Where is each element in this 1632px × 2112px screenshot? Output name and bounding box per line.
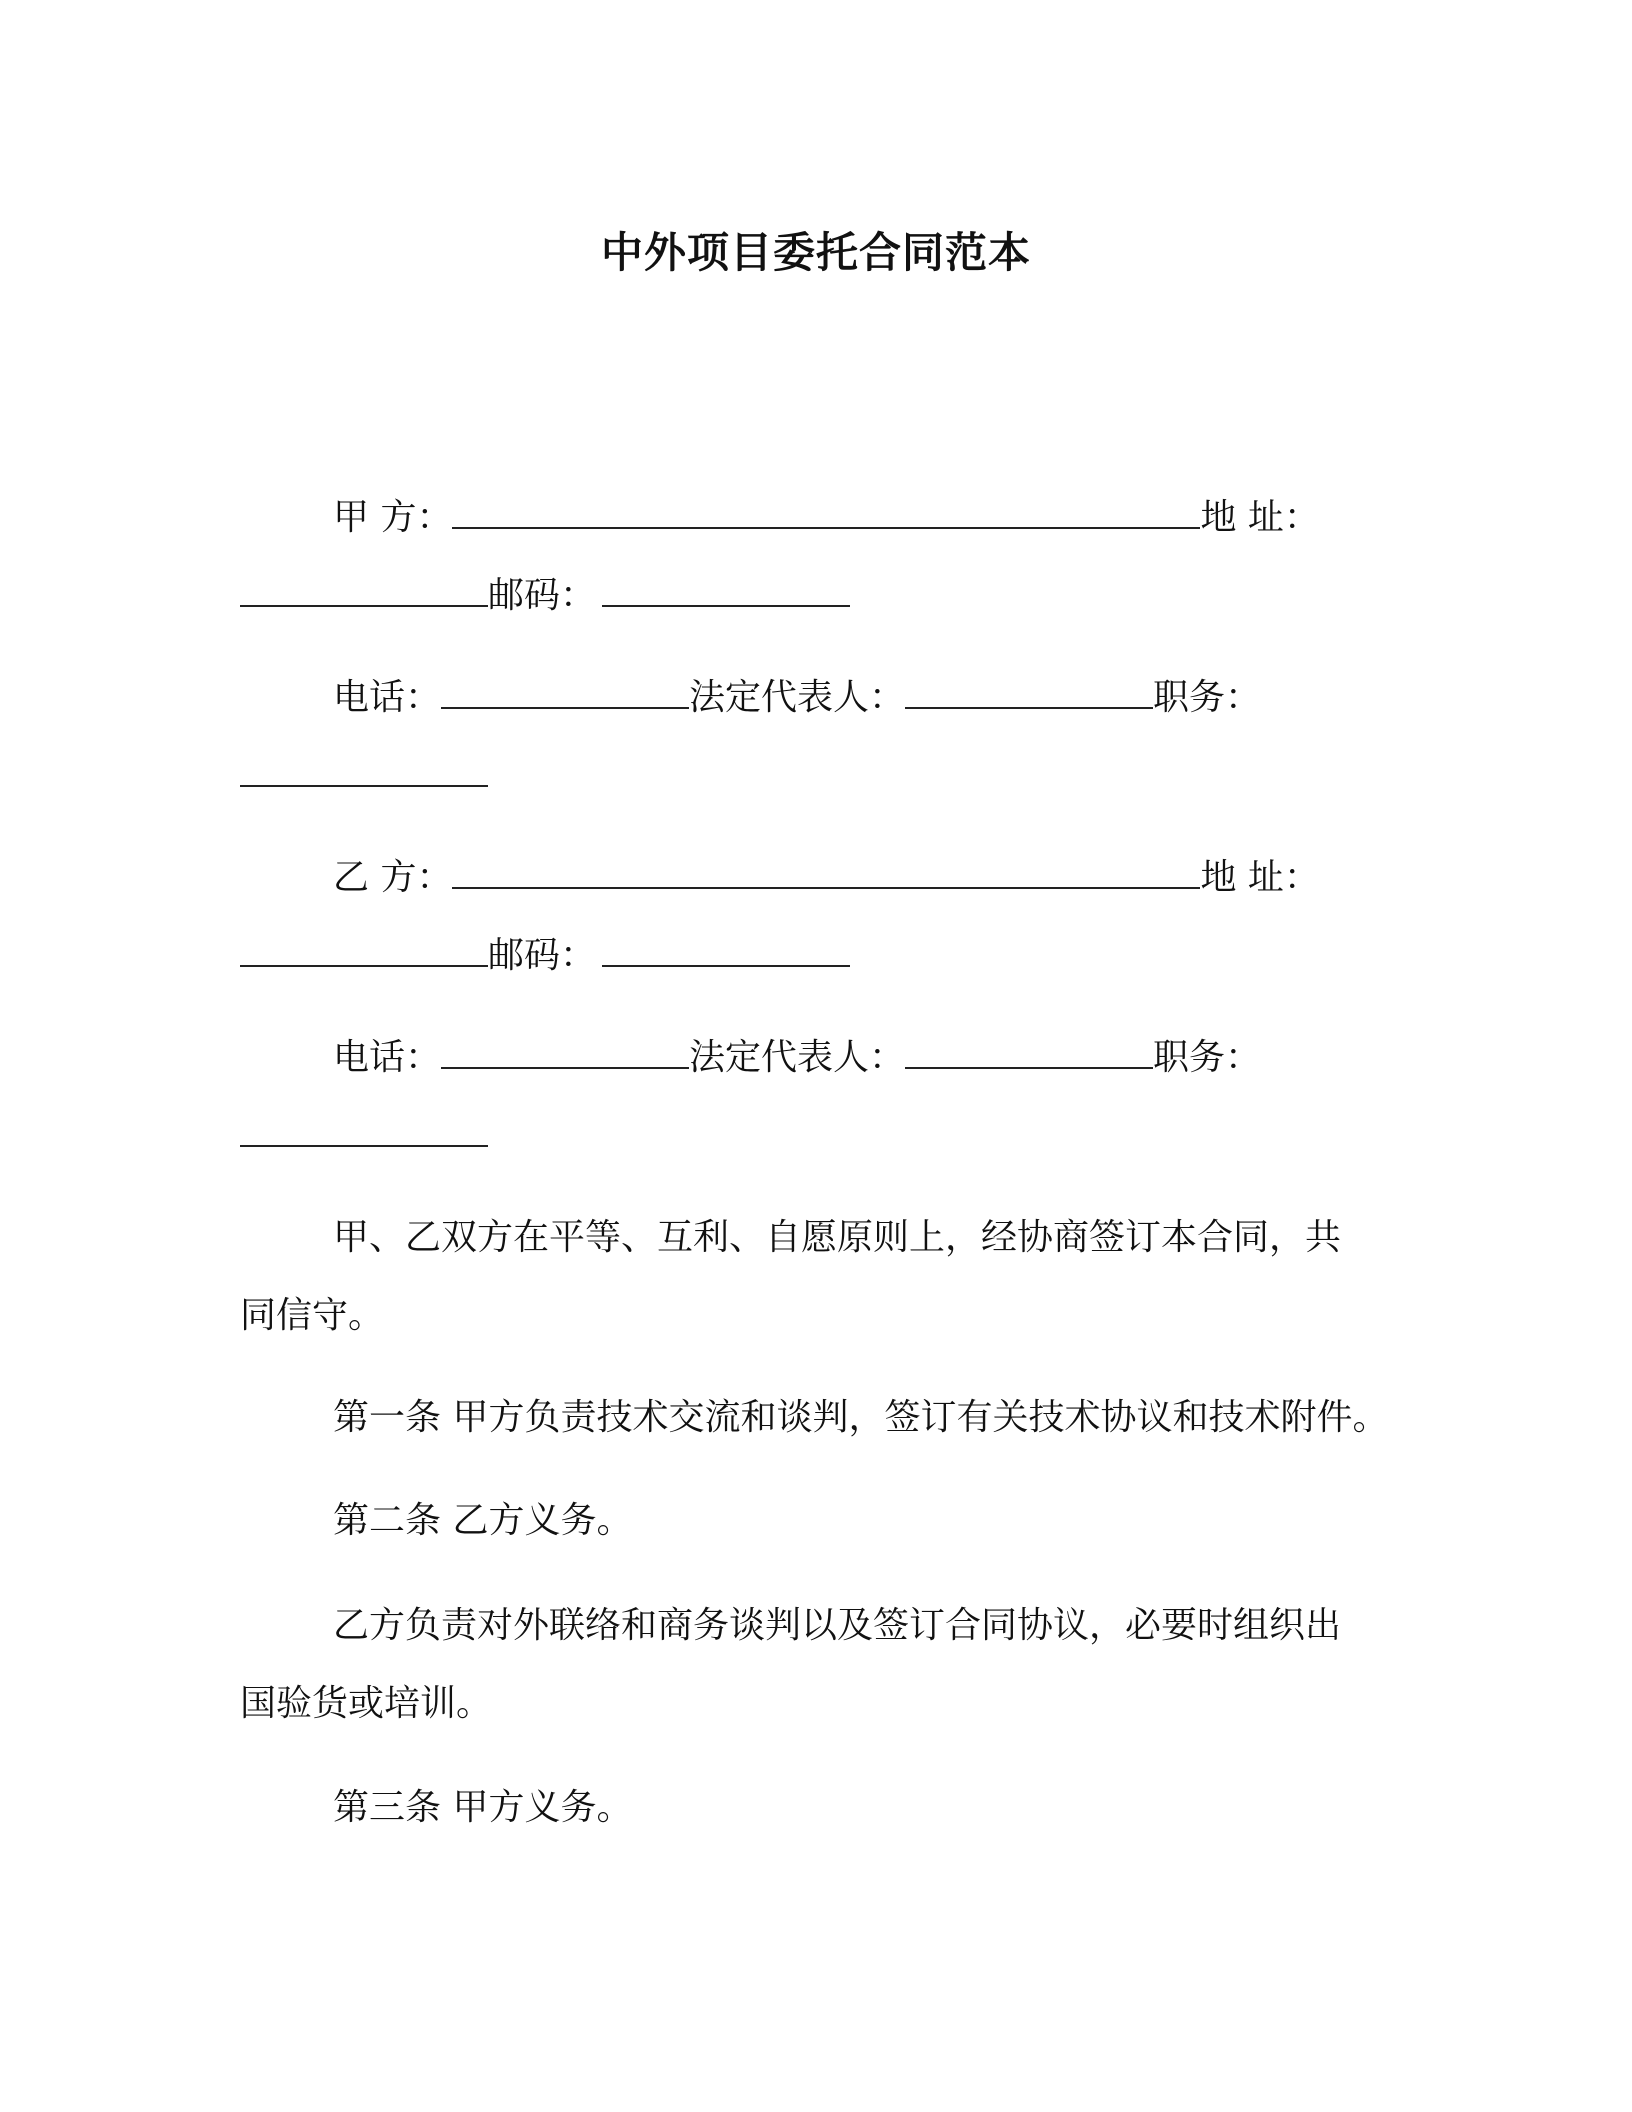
party-b-phone-blank — [441, 1037, 689, 1069]
article-1: 第一条 甲方负责技术交流和谈判，签订有关技术协议和技术附件。 — [333, 1397, 1389, 1438]
document-title: 中外项目委托合同范本 — [600, 228, 1031, 277]
party-a-rep-blank — [905, 677, 1153, 709]
article-2-heading: 第二条 乙方义务。 — [333, 1500, 633, 1541]
preamble-line-2: 同信守。 — [240, 1295, 385, 1336]
party-a-position-blank — [240, 755, 488, 787]
party-a-position-label: 职务： — [1153, 677, 1262, 718]
party-b-label: 乙 方： — [333, 857, 453, 898]
party-a-address-blank — [240, 575, 488, 607]
party-a-postcode-line — [240, 573, 850, 619]
party-a-position-line — [240, 753, 488, 799]
party-a-phone-blank — [441, 677, 689, 709]
party-b-postcode-label: 邮码： — [488, 935, 597, 976]
party-b-position-line — [240, 1113, 488, 1159]
party-a-label: 甲 方： — [333, 497, 453, 538]
party-b-position-blank — [240, 1115, 488, 1147]
party-a-contact-line — [333, 675, 1261, 721]
party-a-postcode-blank — [602, 575, 850, 607]
party-b-address-blank — [240, 935, 488, 967]
party-b-rep-label: 法定代表人： — [689, 1037, 906, 1078]
article-2-body-line-1: 乙方负责对外联络和商务谈判以及签订合同协议，必要时组织出 — [333, 1605, 1342, 1646]
party-b-name-blank — [452, 857, 1200, 889]
party-a-name-blank — [452, 497, 1200, 529]
party-b-contact-line — [333, 1035, 1261, 1081]
article-3-heading: 第三条 甲方义务。 — [333, 1787, 633, 1828]
party-b-phone-label: 电话： — [333, 1037, 442, 1078]
party-b-address-label: 地 址： — [1200, 857, 1320, 898]
preamble-line-1: 甲、乙双方在平等、互利、自愿原则上，经协商签订本合同，共 — [333, 1217, 1342, 1258]
party-a-line — [333, 495, 1320, 541]
party-a-rep-label: 法定代表人： — [689, 677, 906, 718]
party-b-line — [333, 855, 1320, 901]
article-2-body-line-2: 国验货或培训。 — [240, 1683, 493, 1724]
party-b-postcode-blank — [602, 935, 850, 967]
party-a-address-label: 地 址： — [1200, 497, 1320, 538]
party-b-postcode-line — [240, 933, 850, 979]
party-b-position-label: 职务： — [1153, 1037, 1262, 1078]
party-b-rep-blank — [905, 1037, 1153, 1069]
party-a-postcode-label: 邮码： — [488, 575, 597, 616]
party-a-phone-label: 电话： — [333, 677, 442, 718]
